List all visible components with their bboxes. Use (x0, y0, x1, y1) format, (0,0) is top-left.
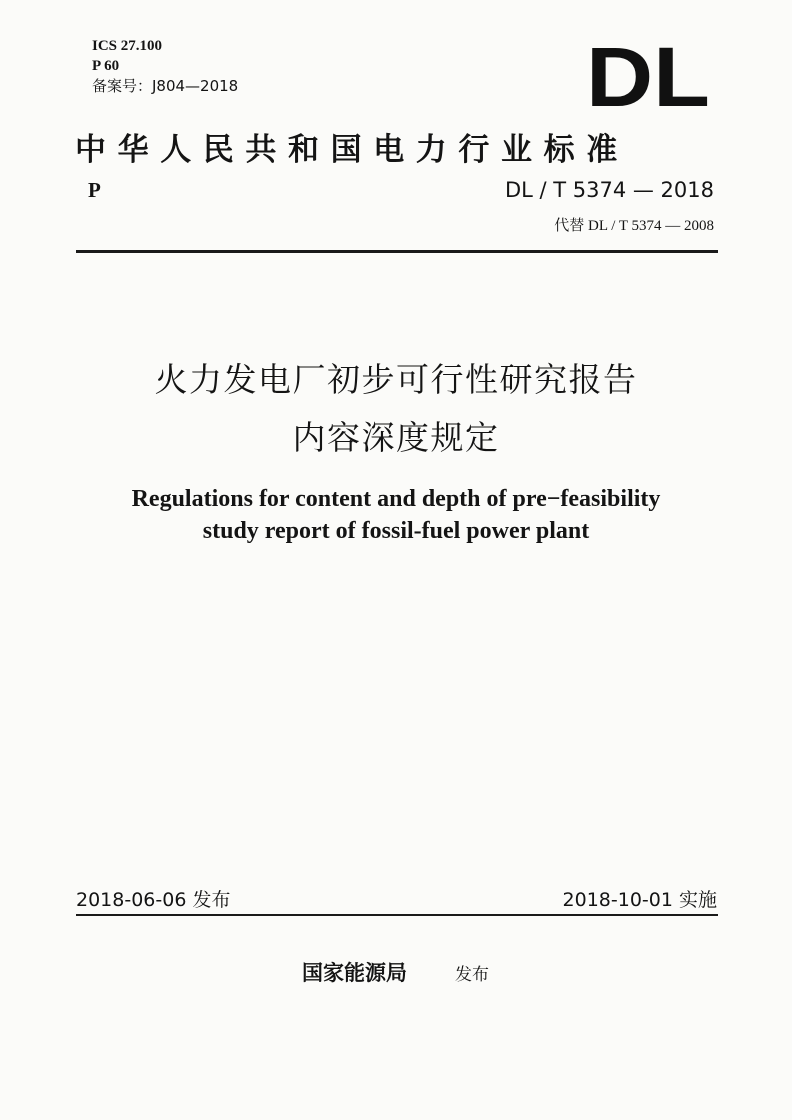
document-title-en-line1: Regulations for content and depth of pre−feasibility (131, 486, 661, 512)
document-title-cn-line2: 内容深度规定 (292, 418, 500, 457)
replaces-standard: 代替 DL / T 5374 — 2008 (554, 218, 714, 234)
dl-logo (584, 40, 712, 112)
implementation-date: 2018-10-01 实施 (562, 889, 717, 911)
header-codes (92, 36, 238, 96)
ics-code: ICS 27.100 (92, 38, 163, 54)
ccs-code: P 60 (92, 58, 120, 74)
issue-date: 2018-06-06 发布 (76, 889, 231, 911)
header-divider (76, 250, 718, 253)
logo-text: DL (586, 40, 710, 112)
footer-divider (76, 914, 718, 916)
standard-number: DL / T 5374 — 2018 (504, 178, 714, 202)
issuer-name: 国家能源局 (302, 961, 407, 985)
record-number: 备案号：J804—2018 (92, 77, 239, 95)
category-code: P (88, 178, 101, 202)
document-title-en-line2: study report of fossil-fuel power plant (202, 518, 590, 544)
document-title-cn-line1: 火力发电厂初步可行性研究报告 (154, 360, 638, 399)
issuer-action: 发布 (455, 965, 489, 985)
standard-title: 中华人民共和国电力行业标准 (75, 132, 629, 168)
